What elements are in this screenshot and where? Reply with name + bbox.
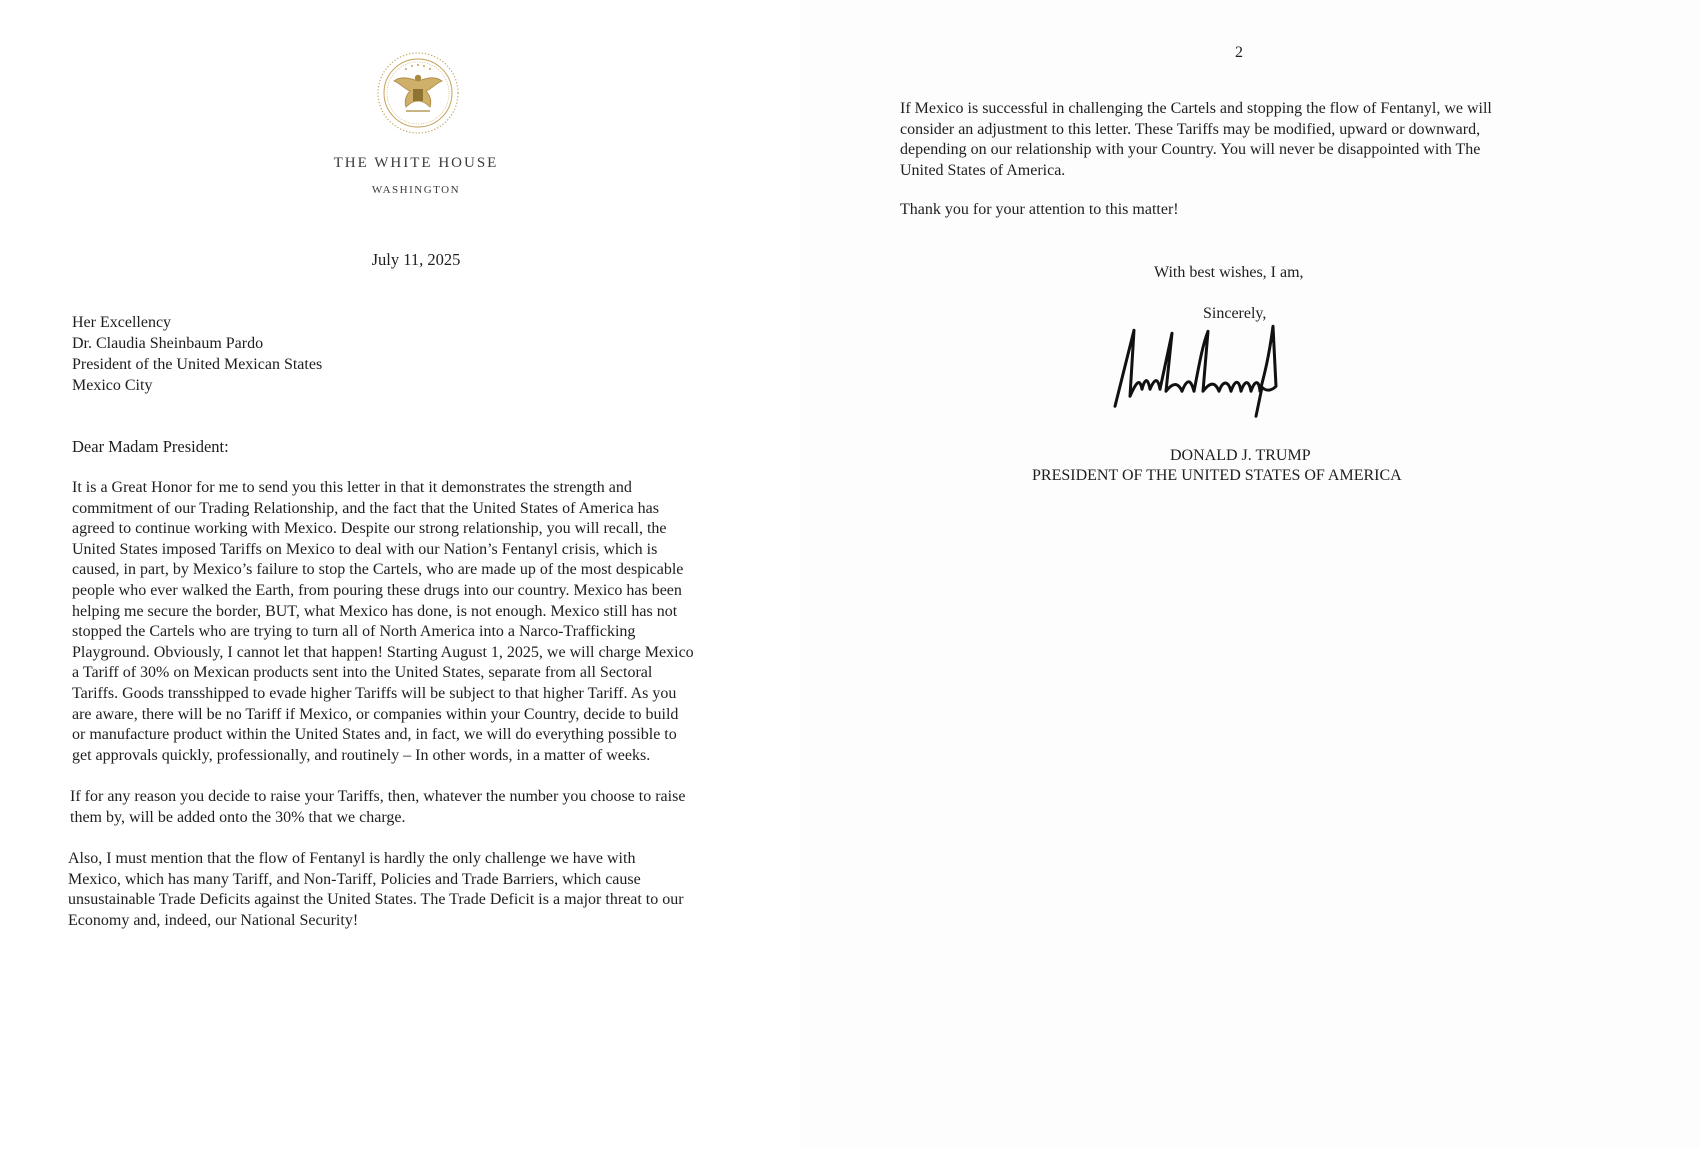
text-line: stopped the Cartels who are trying to turn all of North America into a Narco-Trafficking	[72, 623, 636, 641]
text-line: helping me secure the border, BUT, what Mexico has done, is not enough. Mexico still has not	[72, 602, 678, 620]
text-line: It is a Great Honor for me to send you this letter in that it demonstrates the strength and	[72, 479, 632, 496]
text-line: United States imposed Tariffs on Mexico to deal with our Nation’s Fentanyl crisis, which is	[72, 540, 658, 558]
letter-page-two	[800, 0, 1700, 1165]
text-line: If for any reason you decide to raise your Tariffs, then, whatever the number you choose to raise	[70, 788, 686, 805]
letter-date: July 11, 2025	[371, 250, 461, 269]
body-paragraph-4	[900, 99, 1492, 181]
sincerely-line: Sincerely,	[1203, 305, 1267, 322]
letterhead-title: THE WHITE HOUSE	[333, 155, 499, 171]
text-line: Mexico, which has many Tariff, and Non-Tariff, Policies and Trade Barriers, which cause	[68, 870, 641, 888]
body-paragraph-3	[68, 849, 684, 931]
text-line: unsustainable Trade Deficits against the United States. The Trade Deficit is a major threat to our	[68, 891, 684, 909]
text-line: people who ever walked the Earth, from pouring these drugs into our country. Mexico has been	[72, 581, 682, 599]
address-line: Mexico City	[72, 377, 153, 394]
letterhead-city: WASHINGTON	[371, 184, 461, 196]
handwritten-signature-icon	[1110, 265, 1280, 470]
text-line: Also, I must mention that the flow of Fentanyl is hardly the only challenge we have with	[68, 850, 636, 867]
address-line: President of the United Mexican States	[72, 356, 323, 373]
text-line: United States of America.	[900, 161, 1066, 179]
body-paragraph-1	[72, 478, 694, 766]
text-line: Tariffs. Goods transshipped to evade higher Tariffs will be subject to that higher Tariff. As you	[72, 684, 677, 702]
signer-name: DONALD J. TRUMP	[1170, 447, 1311, 464]
text-line: caused, in part, by Mexico’s failure to stop the Cartels, who are made up of the most despicable	[72, 561, 684, 579]
scan-edge	[800, 1148, 1700, 1165]
text-line: If Mexico is successful in challenging the Cartels and stopping the flow of Fentanyl, we will	[900, 100, 1492, 117]
text-line: are aware, there will be no Tariff if Mexico, or companies within your Country, decide to build	[72, 705, 679, 723]
text-line: get approvals quickly, professionally, and routinely – In other words, in a matter of weeks.	[72, 746, 651, 764]
text-line: commitment of our Trading Relationship, and the fact that the United States of America has	[72, 499, 659, 517]
presidential-seal-icon	[376, 51, 460, 135]
text-line: consider an adjustment to this letter. These Tariffs may be modified, upward or downward,	[900, 120, 1481, 138]
closing-thanks: Thank you for your attention to this matter!	[900, 201, 1179, 218]
text-line: them by, will be added onto the 30% that we charge.	[70, 808, 406, 826]
address-line: Dr. Claudia Sheinbaum Pardo	[72, 335, 264, 352]
address-line: Her Excellency	[72, 314, 172, 331]
text-line: a Tariff of 30% on Mexican products sent into the United States, separate from all Sectoral	[72, 664, 653, 682]
text-line: Playground. Obviously, I cannot let that happen! Starting August 1, 2025, we will charge Mexico	[72, 643, 694, 661]
text-line: agreed to continue working with Mexico. Despite our strong relationship, you will recall, the	[72, 520, 667, 538]
text-line: Economy and, indeed, our National Security!	[68, 911, 359, 929]
salutation: Dear Madam President:	[72, 437, 229, 456]
closing-line: With best wishes, I am,	[1154, 264, 1304, 281]
signer-title: PRESIDENT OF THE UNITED STATES OF AMERICA	[1032, 467, 1402, 484]
recipient-address	[72, 312, 322, 396]
page-number: 2	[1235, 44, 1243, 61]
body-paragraph-2	[70, 787, 685, 828]
letter-page-one	[0, 0, 800, 1165]
text-line: depending on our relationship with your Country. You will never be disappointed with The	[900, 141, 1481, 159]
text-line: or manufacture product within the United States and, in fact, we will do everything possible to	[72, 726, 677, 744]
